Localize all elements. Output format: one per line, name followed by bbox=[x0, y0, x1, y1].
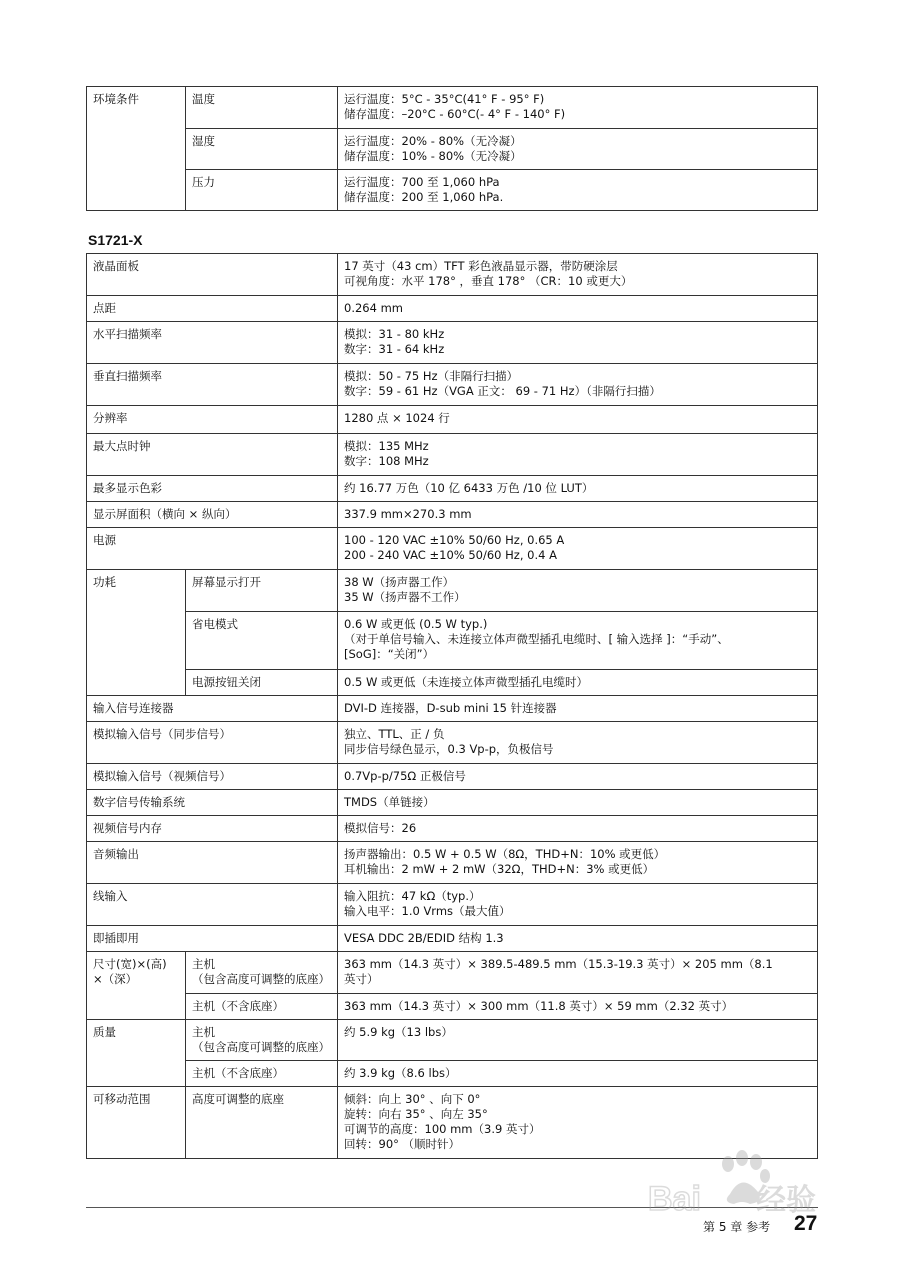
value-line: VESA DDC 2B/EDID 结构 1.3 bbox=[344, 931, 504, 945]
spec-sublabel-cell bbox=[186, 952, 338, 994]
table-row bbox=[87, 1087, 818, 1159]
label-line: （包含高度可调整的底座） bbox=[192, 972, 330, 986]
table-row bbox=[87, 816, 818, 842]
environment-table bbox=[86, 86, 818, 211]
spec-value-cell bbox=[338, 476, 818, 502]
value-line: 耳机输出：2 mW + 2 mW（32Ω，THD+N：3% 或更低） bbox=[344, 862, 655, 876]
table-row bbox=[87, 1020, 818, 1061]
value-line: 独立、TTL、正 / 负 bbox=[344, 727, 445, 741]
value-line: 输入电平：1.0 Vrms（最大值） bbox=[344, 904, 511, 918]
label-line: 主机 bbox=[192, 1025, 215, 1039]
value-line: 约 16.77 万色（10 亿 6433 万色 /10 位 LUT） bbox=[344, 481, 594, 495]
spec-label-cell: 视频信号内存 bbox=[87, 816, 338, 842]
env-value-cell bbox=[338, 129, 818, 170]
footer-divider bbox=[86, 1207, 818, 1208]
spec-label-cell: 液晶面板 bbox=[87, 254, 338, 296]
spec-label-cell: 模拟输入信号（视频信号） bbox=[87, 764, 338, 790]
table-row bbox=[87, 296, 818, 322]
value-line: 可调节的高度：100 mm（3.9 英寸） bbox=[344, 1122, 541, 1136]
value-line: 38 W（扬声器工作） bbox=[344, 575, 455, 589]
spec-value-cell bbox=[338, 322, 818, 364]
label-line: （包含高度可调整的底座） bbox=[192, 1040, 330, 1054]
table-row bbox=[87, 994, 818, 1020]
value-line: 363 mm（14.3 英寸）× 300 mm（11.8 英寸）× 59 mm（2.32 英寸） bbox=[344, 999, 734, 1013]
spec-label-cell: 水平扫描频率 bbox=[87, 322, 338, 364]
table-row bbox=[87, 722, 818, 764]
value-line: 运行温度：5°C - 35°C(41° F - 95° F) bbox=[344, 92, 545, 106]
spec-value-cell bbox=[338, 254, 818, 296]
label-line: 尺寸(宽)×(高) bbox=[93, 957, 167, 971]
spec-label-cell: 垂直扫描频率 bbox=[87, 364, 338, 406]
spec-value-cell bbox=[338, 842, 818, 884]
value-line: 运行温度：20% - 80%（无冷凝） bbox=[344, 134, 522, 148]
spec-value-cell bbox=[338, 1020, 818, 1061]
table-row bbox=[87, 764, 818, 790]
spec-value-cell bbox=[338, 528, 818, 570]
label-line: ×（深） bbox=[93, 972, 138, 986]
value-line: 0.264 mm bbox=[344, 301, 403, 315]
value-line: TMDS（单链接） bbox=[344, 795, 435, 809]
table-row bbox=[87, 612, 818, 670]
env-label-cell: 压力 bbox=[186, 170, 338, 211]
table-row bbox=[87, 952, 818, 994]
footer-chapter: 第 5 章 参考 bbox=[703, 1220, 771, 1234]
value-line: 363 mm（14.3 英寸）× 389.5-489.5 mm（15.3-19.3 英寸）× 205 mm（8.1 bbox=[344, 957, 773, 971]
spec-table bbox=[86, 253, 818, 1159]
table-row bbox=[87, 476, 818, 502]
spec-value-cell bbox=[338, 764, 818, 790]
value-line: 1280 点 × 1024 行 bbox=[344, 411, 450, 425]
table-row bbox=[87, 670, 818, 696]
value-line: （对于单信号输入、未连接立体声微型插孔电缆时、[ 输入选择 ]：“手动”、 bbox=[344, 632, 729, 646]
spec-value-cell bbox=[338, 296, 818, 322]
spec-label-cell: 显示屏面积（横向 × 纵向） bbox=[87, 502, 338, 528]
value-line: 35 W（扬声器不工作） bbox=[344, 590, 466, 604]
value-line: 0.5 W 或更低（未连接立体声微型插孔电缆时） bbox=[344, 675, 588, 689]
value-line: 倾斜：向上 30° 、向下 0° bbox=[344, 1092, 481, 1106]
env-value-cell bbox=[338, 87, 818, 129]
spec-value-cell bbox=[338, 790, 818, 816]
value-line: 英寸） bbox=[344, 972, 379, 986]
spec-label-cell: 分辨率 bbox=[87, 406, 338, 434]
table-row bbox=[87, 170, 818, 211]
spec-value-cell bbox=[338, 1061, 818, 1087]
value-line: 0.7Vp-p/75Ω 正极信号 bbox=[344, 769, 466, 783]
table-row bbox=[87, 406, 818, 434]
spec-label-cell: 功耗 bbox=[87, 570, 186, 696]
spec-label-cell: 最多显示色彩 bbox=[87, 476, 338, 502]
spec-label-cell: 电源 bbox=[87, 528, 338, 570]
table-row bbox=[87, 502, 818, 528]
value-line: DVI-D 连接器，D-sub mini 15 针连接器 bbox=[344, 701, 557, 715]
value-line: 模拟信号：26 bbox=[344, 821, 417, 835]
value-line: 337.9 mm×270.3 mm bbox=[344, 507, 472, 521]
value-line: 模拟：31 - 80 kHz bbox=[344, 327, 445, 341]
value-line: 数字：31 - 64 kHz bbox=[344, 342, 445, 356]
value-line: 模拟：135 MHz bbox=[344, 439, 429, 453]
table-row bbox=[87, 884, 818, 926]
table-row bbox=[87, 364, 818, 406]
spec-sublabel-cell: 电源按钮关闭 bbox=[186, 670, 338, 696]
spec-label-cell: 输入信号连接器 bbox=[87, 696, 338, 722]
spec-label-cell: 音频输出 bbox=[87, 842, 338, 884]
spec-label-cell bbox=[87, 952, 186, 1020]
spec-value-cell bbox=[338, 406, 818, 434]
spec-label-cell: 最大点时钟 bbox=[87, 434, 338, 476]
value-line: 储存温度：200 至 1,060 hPa. bbox=[344, 190, 504, 204]
table-row bbox=[87, 322, 818, 364]
spec-sublabel-cell bbox=[186, 1020, 338, 1061]
spec-value-cell bbox=[338, 364, 818, 406]
spec-sublabel-cell bbox=[186, 994, 338, 1020]
env-category-cell: 环境条件 bbox=[87, 87, 186, 211]
table-row bbox=[87, 696, 818, 722]
value-line: 约 3.9 kg（8.6 lbs） bbox=[344, 1066, 457, 1080]
label-line: 主机（不含底座） bbox=[192, 1066, 284, 1080]
spec-sublabel-cell bbox=[186, 1061, 338, 1087]
env-label-cell: 湿度 bbox=[186, 129, 338, 170]
value-line: 同步信号绿色显示，0.3 Vp-p，负极信号 bbox=[344, 742, 554, 756]
spec-sublabel-cell: 省电模式 bbox=[186, 612, 338, 670]
value-line: [SoG]：“关闭”） bbox=[344, 647, 435, 661]
label-line: 主机 bbox=[192, 957, 215, 971]
value-line: 200 - 240 VAC ±10% 50/60 Hz, 0.4 A bbox=[344, 548, 557, 562]
spec-value-cell bbox=[338, 926, 818, 952]
spec-label-cell: 质量 bbox=[87, 1020, 186, 1087]
page-number: 27 bbox=[794, 1212, 818, 1235]
spec-label-cell: 可移动范围 bbox=[87, 1087, 186, 1159]
value-line: 储存温度：–20°C - 60°C(- 4° F - 140° F) bbox=[344, 107, 566, 121]
value-line: 数字：59 - 61 Hz（VGA 正文： 69 - 71 Hz）（非隔行扫描） bbox=[344, 384, 661, 398]
table-row bbox=[87, 254, 818, 296]
spec-sublabel-cell: 高度可调整的底座 bbox=[186, 1087, 338, 1159]
table-row bbox=[87, 790, 818, 816]
value-line: 模拟：50 - 75 Hz（非隔行扫描） bbox=[344, 369, 519, 383]
table-row bbox=[87, 87, 818, 129]
value-line: 约 5.9 kg（13 lbs） bbox=[344, 1025, 453, 1039]
spec-sublabel-cell: 屏幕显示打开 bbox=[186, 570, 338, 612]
spec-label-cell: 线输入 bbox=[87, 884, 338, 926]
table-row bbox=[87, 926, 818, 952]
svg-text:Bai: Bai bbox=[648, 1180, 701, 1218]
section-title: S1721-X bbox=[88, 232, 143, 248]
table-row bbox=[87, 570, 818, 612]
value-line: 数字：108 MHz bbox=[344, 454, 429, 468]
spec-value-cell bbox=[338, 816, 818, 842]
spec-value-cell bbox=[338, 722, 818, 764]
spec-value-cell bbox=[338, 570, 818, 612]
spec-value-cell bbox=[338, 502, 818, 528]
spec-value-cell bbox=[338, 952, 818, 994]
value-line: 储存温度：10% - 80%（无冷凝） bbox=[344, 149, 522, 163]
spec-label-cell: 模拟输入信号（同步信号） bbox=[87, 722, 338, 764]
spec-value-cell bbox=[338, 612, 818, 670]
spec-value-cell bbox=[338, 434, 818, 476]
value-line: 17 英寸（43 cm）TFT 彩色液晶显示器，带防硬涂层 bbox=[344, 259, 618, 273]
spec-value-cell bbox=[338, 670, 818, 696]
table-row bbox=[87, 528, 818, 570]
table-row bbox=[87, 129, 818, 170]
value-line: 100 - 120 VAC ±10% 50/60 Hz, 0.65 A bbox=[344, 533, 565, 547]
table-row bbox=[87, 1061, 818, 1087]
value-line: 回转：90° （顺时针） bbox=[344, 1137, 461, 1151]
value-line: 旋转：向右 35° 、向左 35° bbox=[344, 1107, 488, 1121]
env-label-cell: 温度 bbox=[186, 87, 338, 129]
spec-label-cell: 点距 bbox=[87, 296, 338, 322]
spec-value-cell bbox=[338, 696, 818, 722]
spec-label-cell: 即插即用 bbox=[87, 926, 338, 952]
label-line: 主机（不含底座） bbox=[192, 999, 284, 1013]
spec-value-cell bbox=[338, 1087, 818, 1159]
table-row bbox=[87, 842, 818, 884]
spec-value-cell bbox=[338, 994, 818, 1020]
value-line: 可视角度：水平 178° ，垂直 178° （CR：10 或更大） bbox=[344, 274, 633, 288]
value-line: 运行温度：700 至 1,060 hPa bbox=[344, 175, 500, 189]
table-row bbox=[87, 434, 818, 476]
spec-label-cell: 数字信号传输系统 bbox=[87, 790, 338, 816]
value-line: 0.6 W 或更低 (0.5 W typ.) bbox=[344, 617, 488, 631]
value-line: 扬声器输出：0.5 W + 0.5 W（8Ω，THD+N：10% 或更低） bbox=[344, 847, 666, 861]
spec-value-cell bbox=[338, 884, 818, 926]
env-value-cell bbox=[338, 170, 818, 211]
svg-text:经验: 经验 bbox=[756, 1183, 816, 1218]
value-line: 输入阻抗：47 kΩ（typ.） bbox=[344, 889, 481, 903]
